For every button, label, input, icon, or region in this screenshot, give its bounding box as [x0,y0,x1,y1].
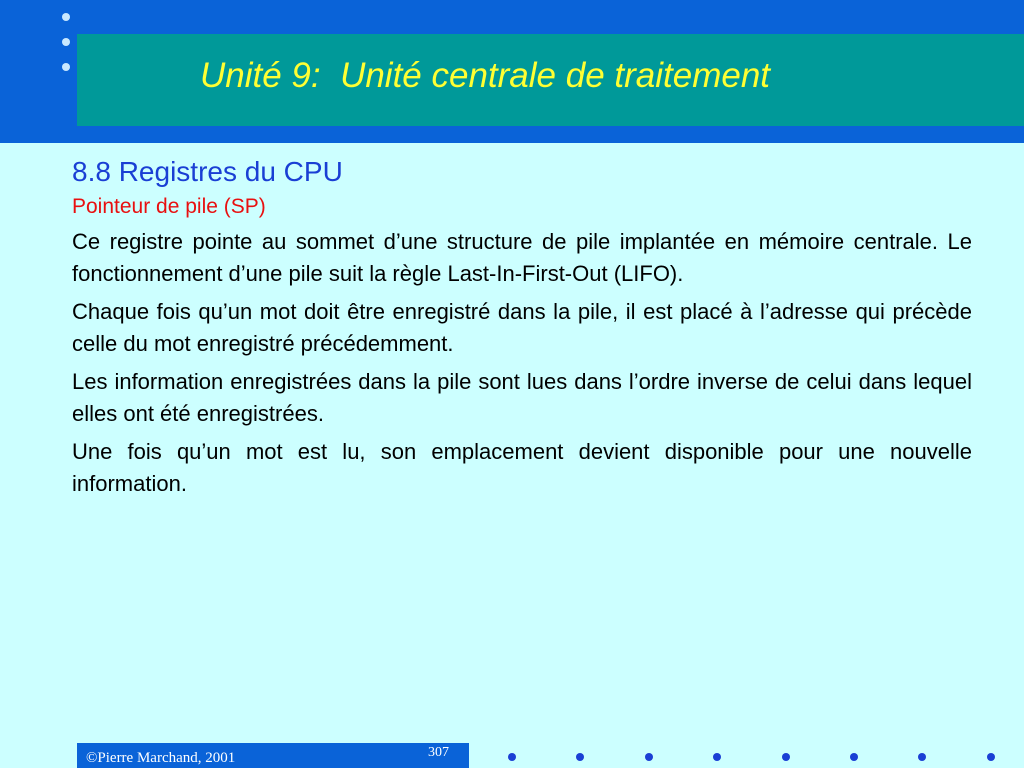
paragraph: Les information enregistrées dans la pile sont lues dans l’ordre inverse de celui dans lequel elles ont été enregistrées. [72,369,972,426]
copyright-text: ©Pierre Marchand, 2001 [86,750,236,766]
section-heading: 8.8 Registres du CPU [72,156,343,187]
header-bullet-dot [62,13,70,21]
paragraph: Ce registre pointe au sommet d’une structure de pile implantée en mémoire centrale. Le fonctionnement d’une pile suit la règle Last-In-First-Out (LIFO). [72,229,972,286]
slide-content [72,152,972,506]
footer-dot [850,753,858,761]
sub-heading: Pointeur de pile (SP) [72,195,266,218]
footer-dot [918,753,926,761]
footer-dot [782,753,790,761]
page-number: 307 [428,745,449,760]
footer-dot [508,753,516,761]
footer-dot [576,753,584,761]
footer-dot [713,753,721,761]
footer-dot [987,753,995,761]
slide-title: Unité 9: Unité centrale de traitement [200,56,771,95]
paragraph: Chaque fois qu’un mot doit être enregistré dans la pile, il est placé à l’adresse qui précède celle du mot enregistré précédemment. [72,299,972,356]
header-bullet-dot [62,38,70,46]
footer-dot [645,753,653,761]
header-bullet-dot [62,63,70,71]
paragraph: Une fois qu’un mot est lu, son emplacement devient disponible pour une nouvelle information. [72,439,972,496]
